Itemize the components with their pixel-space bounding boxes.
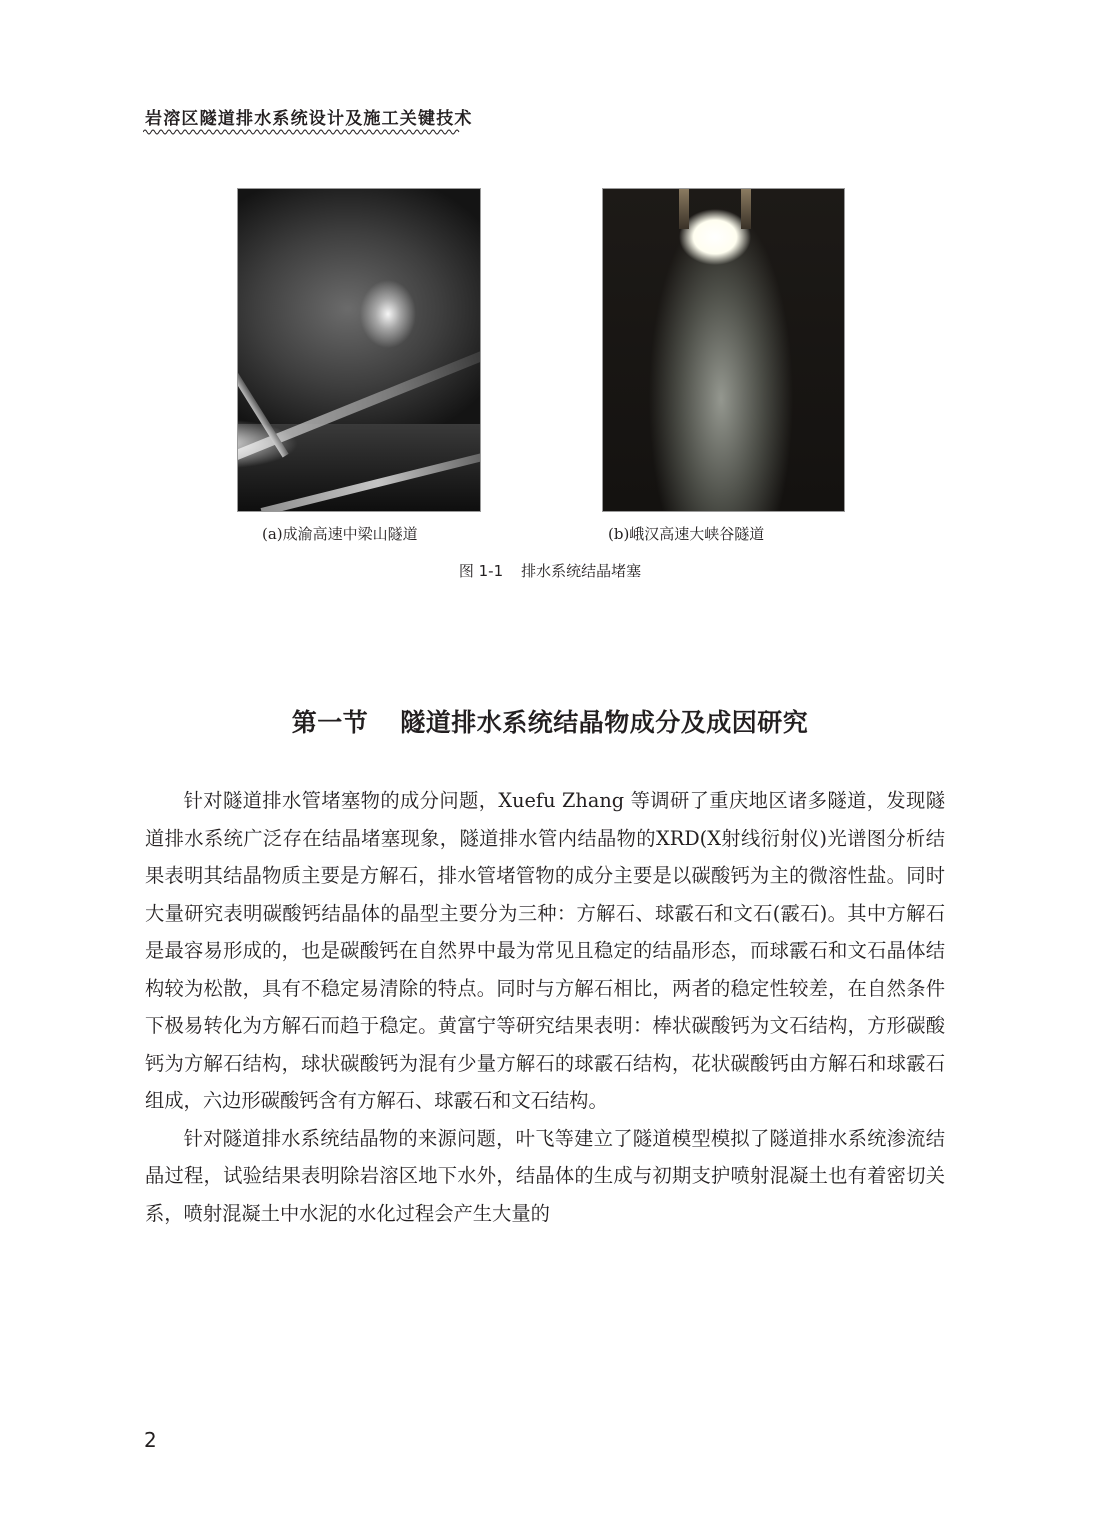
subfigure-caption-a: (a)成渝高速中梁山隧道	[262, 525, 418, 543]
pipe-edge-right	[741, 189, 751, 229]
pipe-edge-left	[679, 189, 689, 229]
header-wavy-rule	[143, 128, 461, 136]
figure-caption	[0, 560, 1100, 581]
running-header-title: 岩溶区隧道排水系统设计及施工关键技术	[145, 109, 473, 129]
figure-title: 排水系统结晶堵塞	[521, 562, 642, 580]
section-heading	[0, 703, 1100, 739]
page-number: 2	[144, 1428, 157, 1452]
paragraph: 针对隧道排水管堵塞物的成分问题，Xuefu Zhang 等调研了重庆地区诸多隧道，发现隧道排水系统广泛存在结晶堵塞现象，隧道排水管内结晶物的XRD(X射线衍射仪)光谱图分析结果表明其结晶物质主要是方解石，排水管堵管物的成分主要是以碳酸钙为主的微溶性盐。同时大量研究表明碳酸钙结晶体的晶型主要分为三种：方解石、球霰石和文石(霰石)。其中方解石是最容易形成的，也是碳酸钙在自然界中最为常见且稳定的结晶形态，而球霰石和文石晶体结构较为松散，具有不稳定易清除的特点。同时与方解石相比，两者的稳定性较差，在自然条件下极易转化为方解石而趋于稳定。黄富宁等研究结果表明：棒状碳酸钙为文石结构，方形碳酸钙为方解石结构，球状碳酸钙为混有少量方解石的球霰石结构，花状碳酸钙由方解石和球霰石组成，六边形碳酸钙含有方解石、球霰石和文石结构。	[145, 789, 945, 1112]
figure-photo-a	[237, 188, 481, 512]
paragraph: 针对隧道排水系统结晶物的来源问题，叶飞等建立了隧道模型模拟了隧道排水系统渗流结晶过程，试验结果表明除岩溶区地下水外，结晶体的生成与初期支护喷射混凝土也有着密切关系，喷射混凝土中水泥的水化过程会产生大量的	[145, 1126, 945, 1225]
body-text	[145, 782, 945, 1232]
subfigure-caption-b: (b)峨汉高速大峡谷隧道	[608, 525, 765, 543]
figure-photo-b	[602, 188, 845, 512]
section-label: 第一节	[291, 708, 369, 737]
figure-number: 图 1-1	[458, 562, 504, 580]
section-title: 隧道排水系统结晶物成分及成因研究	[400, 708, 809, 737]
light-glare	[237, 419, 298, 469]
